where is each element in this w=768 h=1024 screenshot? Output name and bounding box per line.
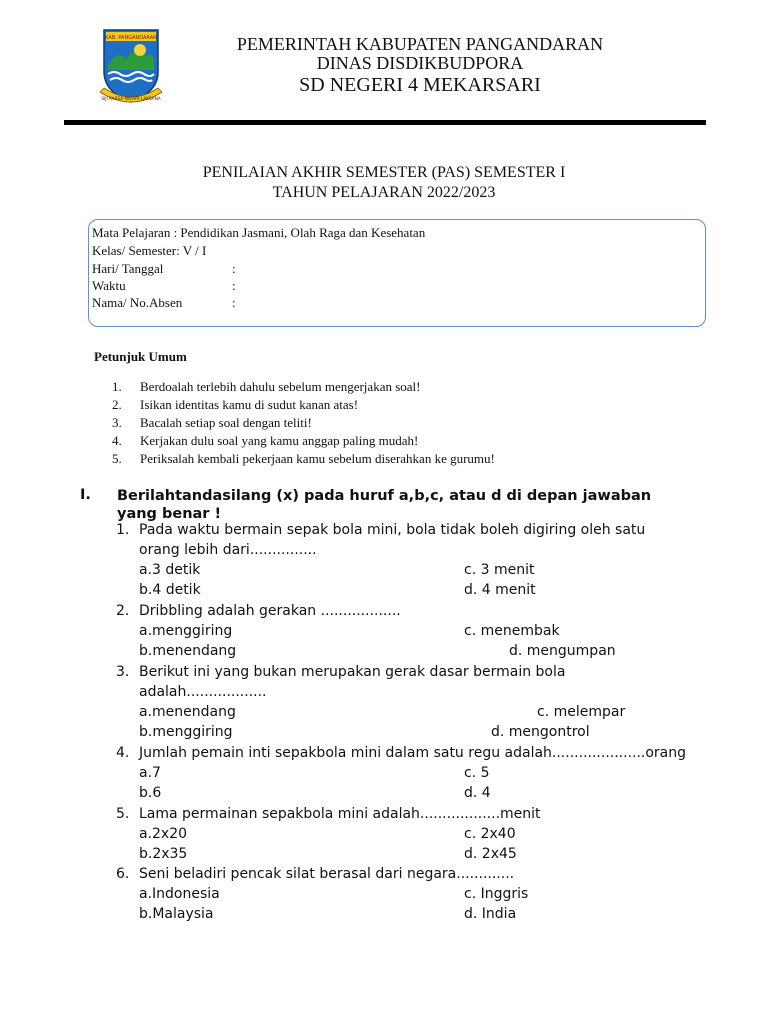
option-d[interactable]: d. 2x45 xyxy=(464,846,517,862)
question-number: 3. xyxy=(116,664,130,680)
question-text: Jumlah pemain inti sepakbola mini dalam satu regu adalah.....................orang xyxy=(139,745,687,761)
option-c[interactable]: c. 3 menit xyxy=(464,562,535,578)
option-b[interactable]: b.Malaysia xyxy=(139,906,214,922)
header-government: PEMERINTAH KABUPATEN PANGANDARAN xyxy=(236,34,604,54)
section-number: I. xyxy=(80,487,91,503)
option-a[interactable]: a.menggiring xyxy=(139,623,233,639)
question-text: Pada waktu bermain sepak bola mini, bola tidak boleh digiring oleh satu xyxy=(139,522,646,538)
question-text: Seni beladiri pencak silat berasal dari negara............. xyxy=(139,866,515,882)
option-c[interactable]: c. 5 xyxy=(464,765,490,781)
option-a[interactable]: a.3 detik xyxy=(139,562,201,578)
question-text: Dribbling adalah gerakan .................. xyxy=(139,603,401,619)
option-c[interactable]: c. 2x40 xyxy=(464,826,516,842)
question-text: Berikut ini yang bukan merupakan gerak dasar bermain bola xyxy=(139,664,566,680)
option-a[interactable]: a.2x20 xyxy=(139,826,188,842)
option-c[interactable]: c. Inggris xyxy=(464,886,529,902)
option-b[interactable]: b.4 detik xyxy=(139,582,201,598)
identity-class: Kelas/ Semester: V / I xyxy=(92,243,207,258)
option-b[interactable]: b.6 xyxy=(139,785,162,801)
section-title: Berilahtandasilang (x) pada huruf a,b,c, atau d di depan jawaban yang benar ! xyxy=(117,488,652,522)
question-number: 5. xyxy=(116,806,130,822)
option-d[interactable]: d. India xyxy=(464,906,517,922)
question-text: Lama permainan sepakbola mini adalah..................menit xyxy=(139,806,541,822)
exam-year: TAHUN PELAJARAN 2022/2023 xyxy=(272,184,496,201)
identity-name[interactable]: Nama/ No.Absen : xyxy=(92,295,236,310)
question-text-cont: adalah.................. xyxy=(139,684,267,700)
option-c[interactable]: c. melempar xyxy=(537,704,626,720)
option-a[interactable]: a.7 xyxy=(139,765,161,781)
option-d[interactable]: d. 4 menit xyxy=(464,582,536,598)
option-c[interactable]: c. menembak xyxy=(464,623,560,639)
logo-top-text: KAB. PANGANDARAN xyxy=(105,35,157,41)
identity-time[interactable]: Waktu : xyxy=(92,278,236,293)
question-number: 2. xyxy=(116,603,130,619)
option-a[interactable]: a.menendang xyxy=(139,704,236,720)
option-d[interactable]: d. mengontrol xyxy=(491,724,590,740)
question-text-cont: orang lebih dari............... xyxy=(139,542,317,558)
option-b[interactable]: b.menendang xyxy=(139,643,237,659)
option-d[interactable]: d. mengumpan xyxy=(509,643,616,659)
header-school: SD NEGERI 4 MEKARSARI xyxy=(299,74,541,96)
header-divider xyxy=(64,120,706,125)
question-number: 1. xyxy=(116,522,130,538)
identity-subject: Mata Pelajaran : Pendidikan Jasmani, Olah Raga dan Kesehatan xyxy=(92,225,426,240)
option-b[interactable]: b.menggiring xyxy=(139,724,233,740)
option-a[interactable]: a.Indonesia xyxy=(139,886,220,902)
exam-title: PENILAIAN AKHIR SEMESTER (PAS) SEMESTER I xyxy=(202,164,566,181)
identity-date[interactable]: Hari/ Tanggal : xyxy=(92,261,236,276)
option-b[interactable]: b.2x35 xyxy=(139,846,188,862)
option-d[interactable]: d. 4 xyxy=(464,785,491,801)
instructions-heading: Petunjuk Umum xyxy=(94,349,187,364)
question-number: 6. xyxy=(116,866,130,882)
question-number: 4. xyxy=(116,745,130,761)
header-department: DINAS DISDIKBUDPORA xyxy=(316,53,524,73)
logo-motto-text: SIJI KARSA MIKAYA LAKSANA xyxy=(101,96,161,101)
